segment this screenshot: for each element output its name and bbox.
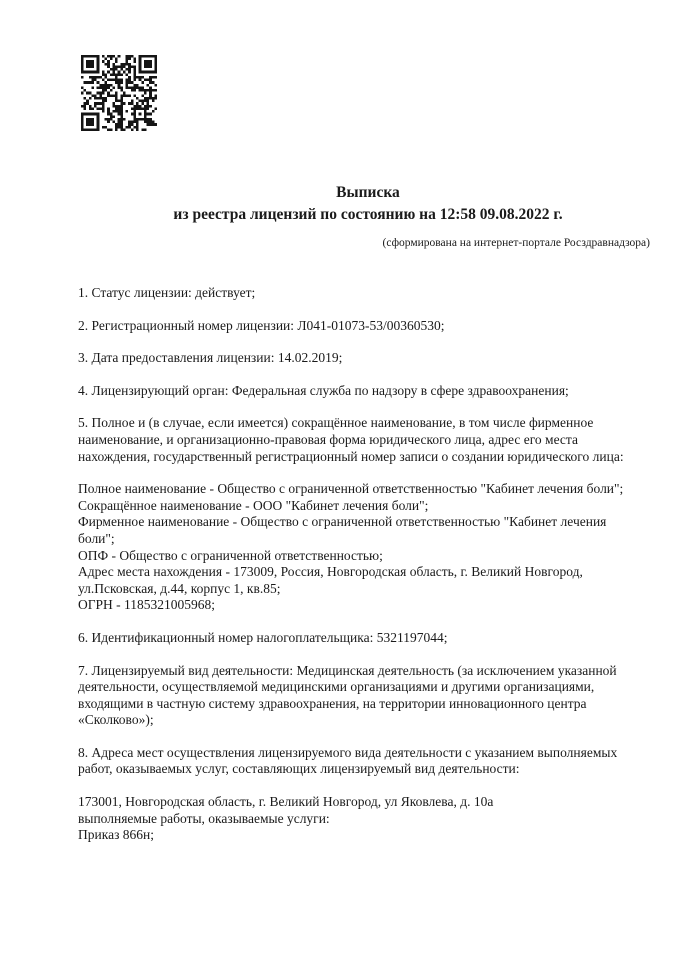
- document-line: 2. Регистрационный номер лицензии: Л041-01073-53/00360530;: [78, 317, 445, 333]
- document-content: [78, 0, 658, 860]
- document-line: ОГРН - 1185321005968;: [78, 597, 216, 613]
- document-line: 8. Адреса мест осуществления лицензируемого вида деятельности с указанием выполняемых: [78, 744, 618, 760]
- document-paragraph: [78, 415, 658, 465]
- document-line: выполняемые работы, оказываемые услуги:: [78, 810, 330, 826]
- document-subtitle: (сформирована на интернет-портале Росздравнадзора): [382, 237, 650, 249]
- document-paragraph: [78, 481, 658, 614]
- document-line: Сокращённое наименование - ООО "Кабинет лечения боли";: [78, 497, 429, 513]
- document-line: 5. Полное и (в случае, если имеется) сокращённое наименование, в том числе фирменное: [78, 415, 594, 431]
- document-line: 173001, Новгородская область, г. Великий Новгород, ул Яковлева, д. 10а: [78, 794, 494, 810]
- document-line: входящими в частную систему здравоохранения, на территории инновационного центра: [78, 695, 587, 711]
- document-paragraph: [78, 630, 658, 647]
- document-line: 3. Дата предоставления лицензии: 14.02.2019;: [78, 350, 343, 366]
- document-line: 1. Статус лицензии: действует;: [78, 285, 256, 300]
- document-line: наименование, и организационно-правовая форма юридического лица, адрес его места: [78, 431, 578, 447]
- document-line: ул.Псковская, д.44, корпус 1, кв.85;: [78, 580, 281, 596]
- document-paragraph: [78, 383, 658, 400]
- document-title-line2: из реестра лицензий по состоянию на 12:58 09.08.2022 г.: [173, 206, 563, 223]
- document-paragraph: [78, 745, 658, 778]
- document-line: 4. Лицензирующий орган: Федеральная служба по надзору в сфере здравоохранения;: [78, 382, 569, 398]
- document-line: 6. Идентификационный номер налогоплательщика: 5321197044;: [78, 629, 448, 645]
- document-line: Адрес места нахождения - 173009, Россия, Новгородская область, г. Великий Новгород,: [78, 564, 583, 580]
- document-paragraph: [78, 794, 658, 844]
- document-line: работ, оказываемых услуг, составляющих лицензируемый вид деятельности:: [78, 761, 520, 777]
- document-line: 7. Лицензируемый вид деятельности: Медицинская деятельность (за исключением указанной: [78, 662, 617, 678]
- document-paragraph: [78, 318, 658, 335]
- document-line: боли";: [78, 530, 115, 546]
- document-line: «Сколково»);: [78, 712, 154, 728]
- document-line: Приказ 866н;: [78, 827, 155, 843]
- document-title: [78, 0, 658, 226]
- document-body: [78, 285, 658, 844]
- document-paragraph: [78, 350, 658, 367]
- document-paragraph: [78, 285, 658, 302]
- document-line: нахождения, государственный регистрационный номер записи о создании юридического лица:: [78, 448, 624, 464]
- document-title-line1: Выписка: [336, 184, 400, 201]
- document-paragraph: [78, 663, 658, 729]
- document-line: Полное наименование - Общество с ограниченной ответственностью "Кабинет лечения боли";: [78, 481, 624, 497]
- document-line: Фирменное наименование - Общество с ограниченной ответственностью "Кабинет лечения: [78, 514, 607, 530]
- document-line: ОПФ - Общество с ограниченной ответственностью;: [78, 547, 383, 563]
- document-line: деятельности, осуществляемой медицинскими организациями и другими организациями,: [78, 679, 595, 695]
